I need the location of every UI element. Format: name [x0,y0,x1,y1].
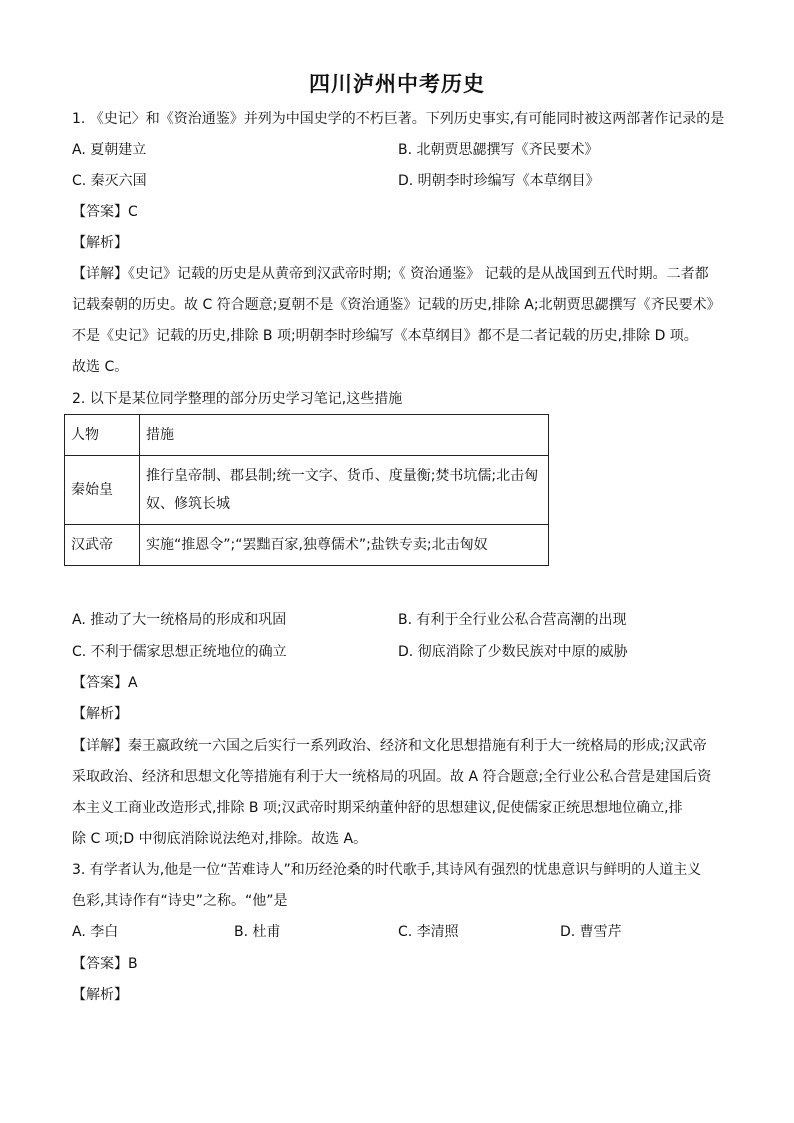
table-cell: 汉武帝 [65,525,140,566]
q1-detail-line: 【详解】《史记》记载的历史是从黄帝到汉武帝时期;《 资治通鉴》 记载的是从战国到五代时期。二者都 [72,266,709,282]
q2-option-d: D. 彻底消除了少数民族对中原的威胁 [398,644,628,660]
q1-answer: 【答案】C [72,204,138,220]
page-title: 四川泸州中考历史 [309,72,485,96]
q3-option-b: B. 杜甫 [234,924,281,940]
q1-option-d: D. 明朝李时珍编写《本草纲目》 [398,173,600,189]
q2-analysis-label: 【解析】 [72,706,128,722]
q2-detail-line: 采取政治、经济和思想文化等措施有利于大一统格局的巩固。故 A 符合题意;全行业公私合营是建国后资 [72,769,712,785]
q1-detail-line: 记载秦朝的历史。故 C 符合题意;夏朝不是《资治通鉴》记载的历史,排除 A;北朝贾思勰撰写《齐民要术》 [72,297,721,313]
table-header-cell: 措施 [140,415,549,456]
q3-stem-line: 色彩,其诗作有“诗史”之称。“他”是 [72,893,288,909]
q2-option-a: A. 推动了大一统格局的形成和巩固 [72,612,287,628]
q1-stem: 1. 《史记〉和《资治通鉴》并列为中国史学的不朽巨著。下列历史事实,有可能同时被这两部著作记录的是 [72,111,725,127]
q1-detail-line: 不是《史记》记载的历史,排除 B 项;明朝李时珍编写《本草纲目》都不是二者记载的历史,排除 D 项。 [72,328,698,344]
q3-analysis-label: 【解析】 [72,987,128,1003]
q2-option-c: C. 不利于儒家思想正统地位的确立 [72,644,287,660]
q3-stem-line: 3. 有学者认为,他是一位“苦难诗人”和历经沧桑的时代歌手,其诗风有强烈的忧患意识与鲜明的人道主义 [72,862,702,878]
table-row [65,525,549,566]
q3-option-d: D. 曹雪芹 [560,924,622,940]
study-notes-table [64,414,549,566]
q2-detail-line: 【详解】秦王嬴政统一六国之后实行一系列政治、经济和文化思想措施有利于大一统格局的形成;汉武帝 [72,738,707,754]
table-cell: 推行皇帝制、郡县制;统一文字、货币、度量衡;焚书坑儒;北击匈奴、修筑长城 [140,456,549,525]
q2-stem: 2. 以下是某位同学整理的部分历史学习笔记,这些措施 [72,391,403,407]
q3-option-c: C. 李清照 [398,924,459,940]
table-cell: 实施“推恩令”;“罢黜百家,独尊儒术”;盐铁专卖;北击匈奴 [140,525,549,566]
q1-analysis-label: 【解析】 [72,235,128,251]
table-cell: 秦始皇 [65,456,140,525]
q2-detail-line: 本主义工商业改造形式,排除 B 项;汉武帝时期采纳董仲舒的思想建议,促使儒家正统思想地位确立,排 [72,800,683,816]
table-row [65,456,549,525]
q2-detail-line: 除 C 项;D 中彻底消除说法绝对,排除。故选 A。 [72,831,368,847]
q1-option-a: A. 夏朝建立 [72,142,147,158]
q2-option-b: B. 有利于全行业公私合营高潮的出现 [398,612,627,628]
q3-option-a: A. 李白 [72,924,119,940]
q1-detail-line: 故选 C。 [72,359,129,375]
q1-option-c: C. 秦灭六国 [72,173,147,189]
q1-option-b: B. 北朝贾思勰撰写《齐民要术》 [398,142,599,158]
q3-answer: 【答案】B [72,956,138,972]
table-header-cell: 人物 [65,415,140,456]
q2-answer: 【答案】A [72,675,138,691]
table-header-row [65,415,549,456]
